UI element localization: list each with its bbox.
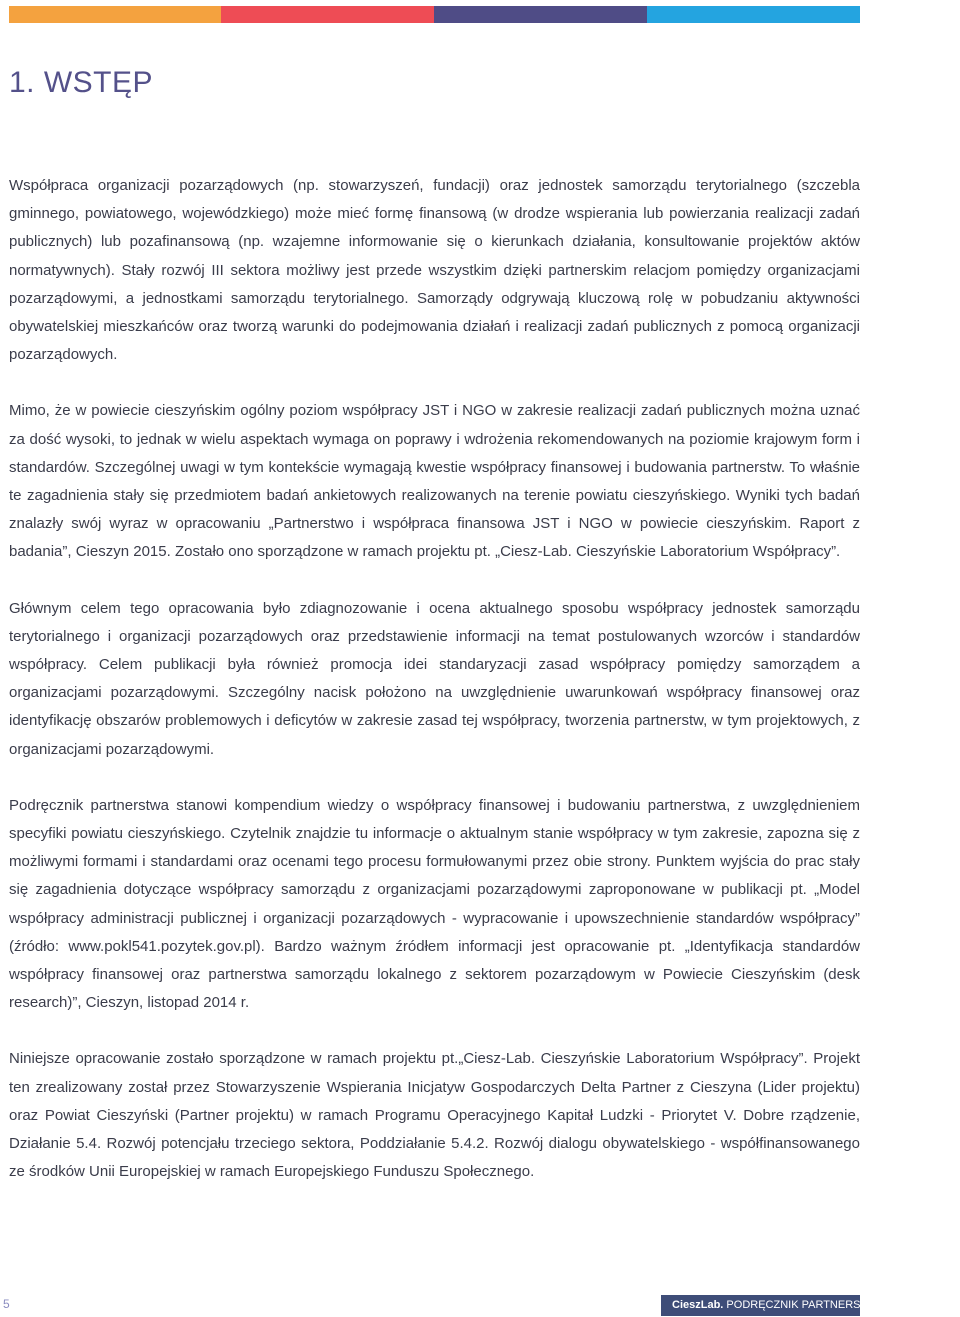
paragraph: Mimo, że w powiecie cieszyńskim ogólny poziom współpracy JST i NGO w zakresie realizacji zadań publicznych można uznać za dość wysoki, to jednak w wielu aspektach wymaga on poprawy i wdrożenia rekomendowanych na poziomie krajowym form i standardów. Szczególnej uwagi w tym kontekście wymagają kwestie współpracy finansowej i budowania partnerstw. To właśnie te zagadnienia stały się przedmiotem badań ankietowych realizowanych na terenie powiatu cieszyńskiego. Wyniki tych badań znalazły swój wyraz w opracowaniu „Partnerstwo i współpraca finansowa JST i NGO w powiecie cieszyńskim. Raport z badania”, Cieszyn 2015. Zostało ono sporządzone w ramach projektu pt. „Ciesz-Lab. Cieszyńskie Laboratorium Współpracy”.: [9, 402, 860, 561]
paragraph: Współpraca organizacji pozarządowych (np. stowarzyszeń, fundacji) oraz jednostek samorządu terytorialnego (szczebla gminnego, powiatowego, wojewódzkiego) może mieć formę finansową (w drodze wspierania lub powierzania realizacji zadań publicznych) lub pozafinansową (np. wzajemne informowanie się o kierunkach działania, konsultowanie projektów aktów normatywnych). Stały rozwój III sektora możliwy jest przede wszystkim dzięki partnerskim relacjom pomiędzy organizacjami pozarządowymi, a jednostkami samorządu terytorialnego. Samorządy odgrywają kluczową rolę w pobudzaniu aktywności obywatelskiej mieszkańców oraz tworzą warunki do podejmowania działań i realizacji zadań publicznych z pomocą organizacji pozarządowych.: [9, 177, 860, 364]
chapter-heading: 1. WSTĘP: [9, 66, 154, 99]
paragraph: Podręcznik partnerstwa stanowi kompendium wiedzy o współpracy finansowej i budowaniu partnerstwa, z uwzględnieniem specyfiki powiatu cieszyńskiego. Czytelnik znajdzie tu informacje o aktualnym stanie współpracy w tym zakresie, zapozna się z możliwymi formami i standardami oraz ocenami tego procesu formułowanymi przez obie strony. Punktem wyjścia do prac stały się zagadnienia dotyczące współpracy samorządu z organizacjami pozarządowymi zaproponowane w publikacji pt. „Model współpracy administracji publicznej i organizacji pozarządowych - wypracowanie i upowszechnienie standardów współpracy” (źródło: www.pokl541.pozytek.gov.pl). Bardzo ważnym źródłem informacji jest opracowanie pt. „Identyfikacja standardów współpracy finansowej oraz partnerstwa samorządu lokalnego z sektorem pozarządowym w Powiecie Cieszyńskim (desk research)”, Cieszyn, listopad 2014 r.: [9, 796, 860, 1012]
top-color-bar: [9, 6, 860, 23]
paragraph: Niniejsze opracowanie zostało sporządzone w ramach projektu pt.„Ciesz-Lab. Cieszyńskie Laboratorium Współpracy”. Projekt ten zrealizowany został przez Stowarzyszenie Wspierania Inicjatyw Gospodarczych Delta Partner z Cieszyna (Lider projektu) oraz Powiat Cieszyński (Partner projektu) w ramach Programu Operacyjnego Kapitał Ludzki - Priorytet V. Dobre rządzenie, Działanie 5.4. Rozwój potencjału trzeciego sektora, Poddziałanie 5.4.2. Rozwój dialogu obywatelskiego - współfinansowanego ze środków Unii Europejskiej w ramach Europejskiego Funduszu Społecznego.: [9, 1050, 860, 1181]
top-bar-segment-purple: [434, 6, 647, 23]
body-text: [9, 172, 860, 1215]
footer-publication-badge: [661, 1295, 885, 1316]
footer-brand: CieszLab.: [672, 1299, 724, 1311]
top-bar-segment-red: [221, 6, 434, 23]
top-bar-segment-orange: [9, 6, 221, 23]
paragraph: Głównym celem tego opracowania było zdiagnozowanie i ocena aktualnego sposobu współpracy jednostek samorządu terytorialnego i organizacji pozarządowych oraz przedstawienie informacji na temat postulowanych wzorców i standardów współpracy. Celem publikacji była również promocja idei standaryzacji zasad współpracy pomiędzy samorządem a organizacjami pozarządowymi. Szczególny nacisk położono na uwzględnienie uwarunkowań współpracy finansowej oraz identyfikację obszarów problemowych i deficytów w zakresie zasad tej współpracy, tworzenia partnerstw, w tym projektowych, z organizacjami pozarządowymi.: [9, 599, 860, 758]
top-bar-segment-blue: [647, 6, 860, 23]
page-number: 5: [3, 1297, 10, 1311]
footer-publication-title: PODRĘCZNIK PARTNERSTWA: [726, 1299, 885, 1311]
